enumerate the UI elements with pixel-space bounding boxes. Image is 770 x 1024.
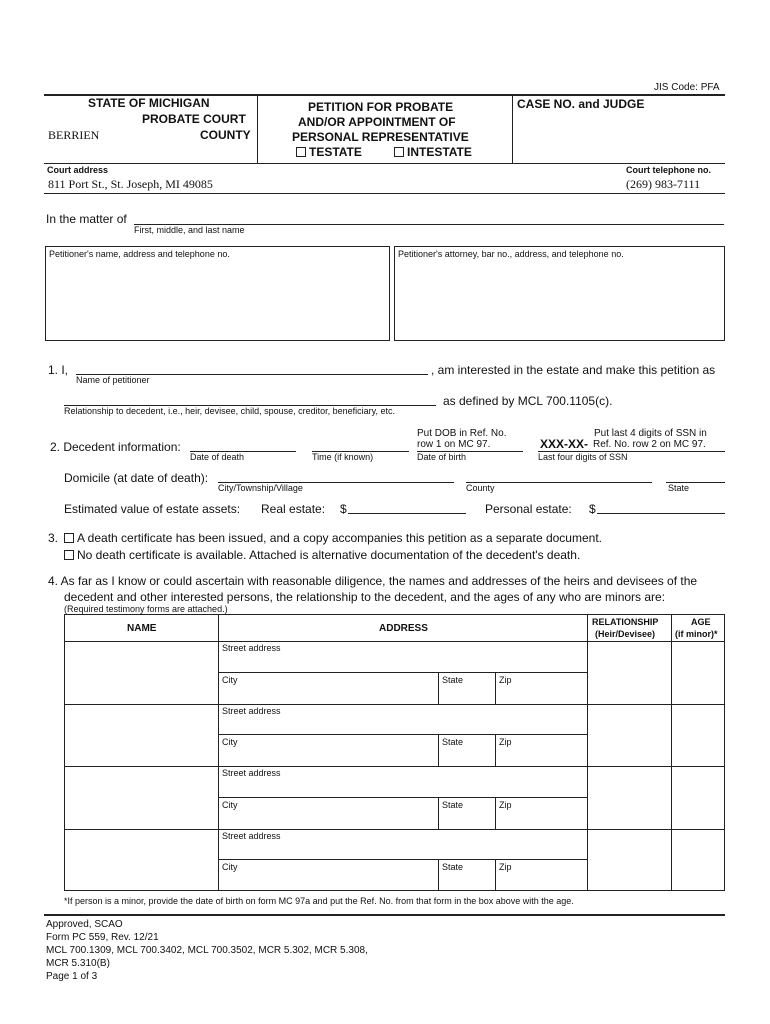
petitioner-name-sublabel: Name of petitioner [76, 375, 150, 385]
row4-state-label: State [442, 862, 464, 872]
footer-rule [44, 914, 725, 916]
matter-label: In the matter of [46, 212, 127, 226]
row2-zip-divider [495, 734, 496, 766]
court-address-label: Court address [47, 165, 109, 175]
header-divider-left [257, 95, 258, 163]
testimony-note: (Required testimony forms are attached.) [64, 604, 228, 614]
item4-line2: decedent and other interested persons, the relationship to the decedent, and the ages of any who are minors are: [64, 590, 666, 604]
dob-note-line2: row 1 on MC 97. [417, 439, 491, 450]
row1-state-label: State [442, 675, 464, 685]
address-rule [44, 193, 725, 194]
row1-street-label: Street address [222, 643, 281, 653]
county-name: BERRIEN [48, 128, 100, 142]
relationship-header-line1: RELATIONSHIP [592, 617, 659, 627]
row1-zip-divider [495, 672, 496, 704]
row1-city-label: City [222, 675, 238, 685]
ssn-prefix: XXX-XX- [540, 437, 589, 451]
row2-bottom-rule [64, 766, 725, 767]
row3-street-label: Street address [222, 768, 281, 778]
petitioner-info-label: Petitioner's name, address and telephone no. [49, 249, 230, 259]
domicile-label: Domicile (at date of death): [64, 471, 209, 485]
minor-footnote: *If person is a minor, provide the date of birth on form MC 97a and put the Ref. No. from that form in the box above with the age. [64, 896, 574, 906]
row2-zip-label: Zip [499, 737, 512, 747]
death-certificate-checkbox[interactable] [64, 533, 74, 543]
testate-option[interactable]: TESTATE [296, 145, 362, 159]
court-name: PROBATE COURT [142, 112, 246, 126]
row3-city-rule [218, 797, 587, 798]
footer-mcr: MCR 5.310(B) [46, 958, 110, 969]
age-header-line1: AGE [691, 617, 711, 627]
table-header-rule [64, 641, 725, 642]
dob-sublabel: Date of birth [417, 452, 467, 462]
intestate-checkbox[interactable] [394, 147, 404, 157]
footer-page: Page 1 of 3 [46, 971, 98, 982]
relationship-sublabel: Relationship to decedent, i.e., heir, devisee, child, spouse, creditor, beneficiary, etc. [64, 406, 396, 416]
row1-state-divider [438, 672, 439, 704]
heirs-table [64, 614, 725, 891]
row4-zip-label: Zip [499, 862, 512, 872]
row2-city-rule [218, 734, 587, 735]
item1-text: , am interested in the estate and make this petition as [431, 363, 716, 377]
personal-estate-field[interactable] [597, 513, 725, 514]
intestate-option[interactable]: INTESTATE [394, 145, 472, 159]
ssn-note-line2: Ref. No. row 2 on MC 97. [593, 439, 706, 450]
date-of-death-sublabel: Date of death [190, 452, 245, 462]
no-death-certificate-option[interactable]: No death certificate is available. Attached is alternative documentation of the decedent's death. [64, 548, 580, 562]
county-sublabel: County [466, 483, 495, 493]
row4-street-label: Street address [222, 831, 281, 841]
row1-bottom-rule [64, 704, 725, 705]
dob-note-line1: Put DOB in Ref. No. [417, 428, 507, 439]
row3-zip-divider [495, 797, 496, 829]
row2-state-divider [438, 734, 439, 766]
address-header: ADDRESS [379, 623, 428, 634]
row4-state-divider [438, 859, 439, 891]
row4-city-label: City [222, 862, 238, 872]
age-header-line2: (if minor)* [675, 629, 718, 639]
header-divider-right [512, 95, 513, 163]
row4-city-rule [218, 859, 587, 860]
real-estate-label: Real estate: [261, 502, 326, 516]
petitioner-info-box[interactable] [45, 246, 390, 341]
item1-defined: as defined by MCL 700.1105(c). [443, 394, 613, 408]
footer-form-no: Form PC 559, Rev. 12/21 [46, 932, 159, 943]
row1-zip-label: Zip [499, 675, 512, 685]
case-no-judge-label: CASE NO. and JUDGE [517, 97, 645, 111]
item3-number: 3. [48, 531, 59, 545]
estimated-value-label: Estimated value of estate assets: [64, 502, 241, 516]
row2-street-label: Street address [222, 706, 281, 716]
petition-title-line3: PERSONAL REPRESENTATIVE [292, 130, 469, 144]
ssn-note-line1: Put last 4 digits of SSN in [594, 428, 707, 439]
court-address: 811 Port St., St. Joseph, MI 49085 [48, 177, 213, 191]
city-sublabel: City/Township/Village [218, 483, 303, 493]
attorney-info-label: Petitioner's attorney, bar no., address, and telephone no. [398, 249, 624, 259]
testate-checkbox[interactable] [296, 147, 306, 157]
decedent-name-sublabel: First, middle, and last name [134, 225, 245, 235]
row3-zip-label: Zip [499, 800, 512, 810]
row2-state-label: State [442, 737, 464, 747]
row3-state-divider [438, 797, 439, 829]
ssn-sublabel: Last four digits of SSN [538, 452, 628, 462]
state-name: STATE OF MICHIGAN [88, 96, 210, 110]
footer-approved: Approved, SCAO [46, 919, 123, 930]
row3-bottom-rule [64, 829, 725, 830]
personal-estate-dollar: $ [589, 502, 596, 516]
row4-zip-divider [495, 859, 496, 891]
address-col-divider [587, 614, 588, 891]
personal-estate-label: Personal estate: [485, 502, 572, 516]
real-estate-dollar: $ [340, 502, 347, 516]
time-sublabel: Time (if known) [312, 452, 374, 462]
attorney-info-box[interactable] [394, 246, 725, 341]
state-sublabel: State [668, 483, 690, 493]
relationship-col-divider [671, 614, 672, 891]
no-death-certificate-checkbox[interactable] [64, 550, 74, 560]
death-certificate-option[interactable]: A death certificate has been issued, and a copy accompanies this petition as a separate document. [64, 531, 602, 545]
item4-line1: 4. As far as I know or could ascertain with reasonable diligence, the names and addresses of the heirs and devisees of the [48, 574, 698, 588]
court-phone-label: Court telephone no. [626, 165, 711, 175]
county-label: COUNTY [200, 128, 251, 142]
petition-title-line2: AND/OR APPOINTMENT OF [298, 115, 456, 129]
relationship-header-line2: (Heir/Devisee) [595, 629, 656, 639]
real-estate-field[interactable] [348, 513, 466, 514]
row2-city-label: City [222, 737, 238, 747]
court-phone: (269) 983-7111 [626, 177, 701, 191]
row3-state-label: State [442, 800, 464, 810]
decedent-info-label: 2. Decedent information: [50, 440, 181, 454]
item1-number: 1. I, [48, 363, 69, 377]
row1-city-rule [218, 672, 587, 673]
header-bottom-rule [44, 163, 725, 164]
name-col-divider [218, 614, 219, 891]
row3-city-label: City [222, 800, 238, 810]
footer-statutes: MCL 700.1309, MCL 700.3402, MCL 700.3502, MCR 5.302, MCR 5.308, [46, 945, 368, 956]
name-header: NAME [127, 623, 157, 634]
petition-title-line1: PETITION FOR PROBATE [308, 100, 454, 114]
jis-code: JIS Code: PFA [654, 82, 720, 93]
